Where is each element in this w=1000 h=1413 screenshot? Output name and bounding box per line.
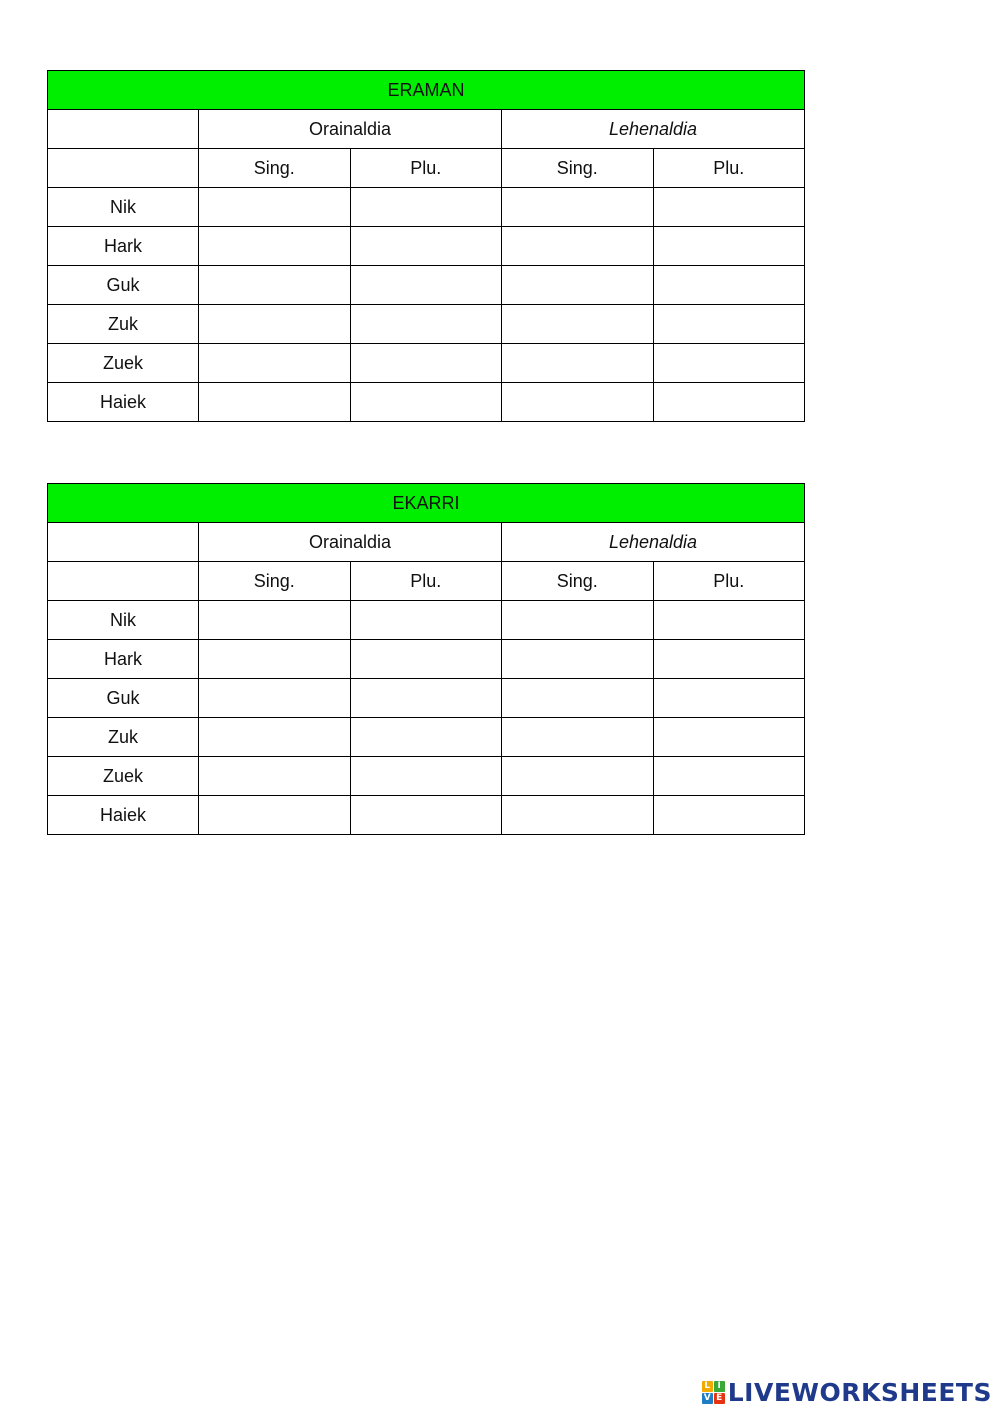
number-header-present-plural: Plu. (350, 149, 502, 188)
answer-cell[interactable] (350, 757, 502, 796)
number-header-past-plural: Plu. (653, 562, 805, 601)
pronoun-label: Hark (48, 227, 199, 266)
number-row (48, 149, 805, 188)
answer-cell[interactable] (350, 640, 502, 679)
answer-cell[interactable] (199, 757, 351, 796)
liveworksheets-logo[interactable] (702, 1378, 992, 1407)
verb-table-ekarri (47, 483, 805, 835)
pronoun-label: Zuek (48, 757, 199, 796)
answer-cell[interactable] (653, 679, 805, 718)
liveworksheets-logo-text: LIVEWORKSHEETS (727, 1378, 992, 1407)
table-row (48, 640, 805, 679)
answer-cell[interactable] (502, 640, 654, 679)
verb-title: EKARRI (48, 484, 805, 523)
logo-letter-l: L (702, 1381, 713, 1392)
table-row (48, 601, 805, 640)
answer-cell[interactable] (199, 796, 351, 835)
number-header-past-singular: Sing. (502, 562, 654, 601)
answer-cell[interactable] (502, 796, 654, 835)
pronoun-label: Guk (48, 266, 199, 305)
number-header-present-singular: Sing. (199, 149, 351, 188)
answer-cell[interactable] (653, 227, 805, 266)
verb-table-eraman (47, 70, 805, 422)
answer-cell[interactable] (653, 796, 805, 835)
answer-cell[interactable] (199, 227, 351, 266)
number-header-present-plural: Plu. (350, 562, 502, 601)
answer-cell[interactable] (502, 266, 654, 305)
tense-row (48, 110, 805, 149)
number-row (48, 562, 805, 601)
pronoun-label: Guk (48, 679, 199, 718)
answer-cell[interactable] (653, 383, 805, 422)
answer-cell[interactable] (350, 188, 502, 227)
answer-cell[interactable] (502, 718, 654, 757)
answer-cell[interactable] (199, 679, 351, 718)
pronoun-label: Zuek (48, 344, 199, 383)
pronoun-label: Haiek (48, 796, 199, 835)
corner-cell (48, 149, 199, 188)
answer-cell[interactable] (653, 344, 805, 383)
answer-cell[interactable] (653, 757, 805, 796)
answer-cell[interactable] (350, 383, 502, 422)
answer-cell[interactable] (502, 679, 654, 718)
table-row (48, 227, 805, 266)
answer-cell[interactable] (350, 305, 502, 344)
answer-cell[interactable] (653, 305, 805, 344)
answer-cell[interactable] (199, 344, 351, 383)
tense-present-header: Orainaldia (199, 523, 502, 562)
answer-cell[interactable] (199, 188, 351, 227)
answer-cell[interactable] (350, 796, 502, 835)
logo-letter-v: V (702, 1393, 713, 1404)
verb-title-row (48, 71, 805, 110)
table-row (48, 757, 805, 796)
corner-cell (48, 562, 199, 601)
answer-cell[interactable] (502, 227, 654, 266)
answer-cell[interactable] (350, 266, 502, 305)
answer-cell[interactable] (350, 718, 502, 757)
answer-cell[interactable] (502, 601, 654, 640)
pronoun-label: Nik (48, 188, 199, 227)
answer-cell[interactable] (502, 344, 654, 383)
answer-cell[interactable] (502, 757, 654, 796)
tense-past-header: Lehenaldia (502, 523, 805, 562)
answer-cell[interactable] (653, 266, 805, 305)
table-row (48, 188, 805, 227)
answer-cell[interactable] (350, 679, 502, 718)
verb-title: ERAMAN (48, 71, 805, 110)
pronoun-label: Hark (48, 640, 199, 679)
number-header-present-singular: Sing. (199, 562, 351, 601)
answer-cell[interactable] (653, 640, 805, 679)
logo-letter-i: I (714, 1381, 725, 1392)
answer-cell[interactable] (502, 383, 654, 422)
table-row (48, 305, 805, 344)
pronoun-label: Nik (48, 601, 199, 640)
pronoun-label: Zuk (48, 305, 199, 344)
answer-cell[interactable] (653, 188, 805, 227)
answer-cell[interactable] (199, 383, 351, 422)
number-header-past-singular: Sing. (502, 149, 654, 188)
answer-cell[interactable] (199, 640, 351, 679)
table-row (48, 796, 805, 835)
tense-present-header: Orainaldia (199, 110, 502, 149)
answer-cell[interactable] (350, 344, 502, 383)
answer-cell[interactable] (502, 305, 654, 344)
corner-cell (48, 110, 199, 149)
table-row (48, 383, 805, 422)
verb-title-row (48, 484, 805, 523)
answer-cell[interactable] (199, 718, 351, 757)
table-row (48, 344, 805, 383)
logo-letter-e: E (714, 1393, 725, 1404)
answer-cell[interactable] (199, 305, 351, 344)
liveworksheets-logo-icon (702, 1381, 725, 1404)
answer-cell[interactable] (199, 266, 351, 305)
answer-cell[interactable] (653, 601, 805, 640)
answer-cell[interactable] (350, 601, 502, 640)
pronoun-label: Haiek (48, 383, 199, 422)
corner-cell (48, 523, 199, 562)
pronoun-label: Zuk (48, 718, 199, 757)
table-row (48, 718, 805, 757)
answer-cell[interactable] (653, 718, 805, 757)
tense-row (48, 523, 805, 562)
answer-cell[interactable] (350, 227, 502, 266)
table-row (48, 679, 805, 718)
tense-past-header: Lehenaldia (502, 110, 805, 149)
table-row (48, 266, 805, 305)
answer-cell[interactable] (199, 601, 351, 640)
answer-cell[interactable] (502, 188, 654, 227)
number-header-past-plural: Plu. (653, 149, 805, 188)
